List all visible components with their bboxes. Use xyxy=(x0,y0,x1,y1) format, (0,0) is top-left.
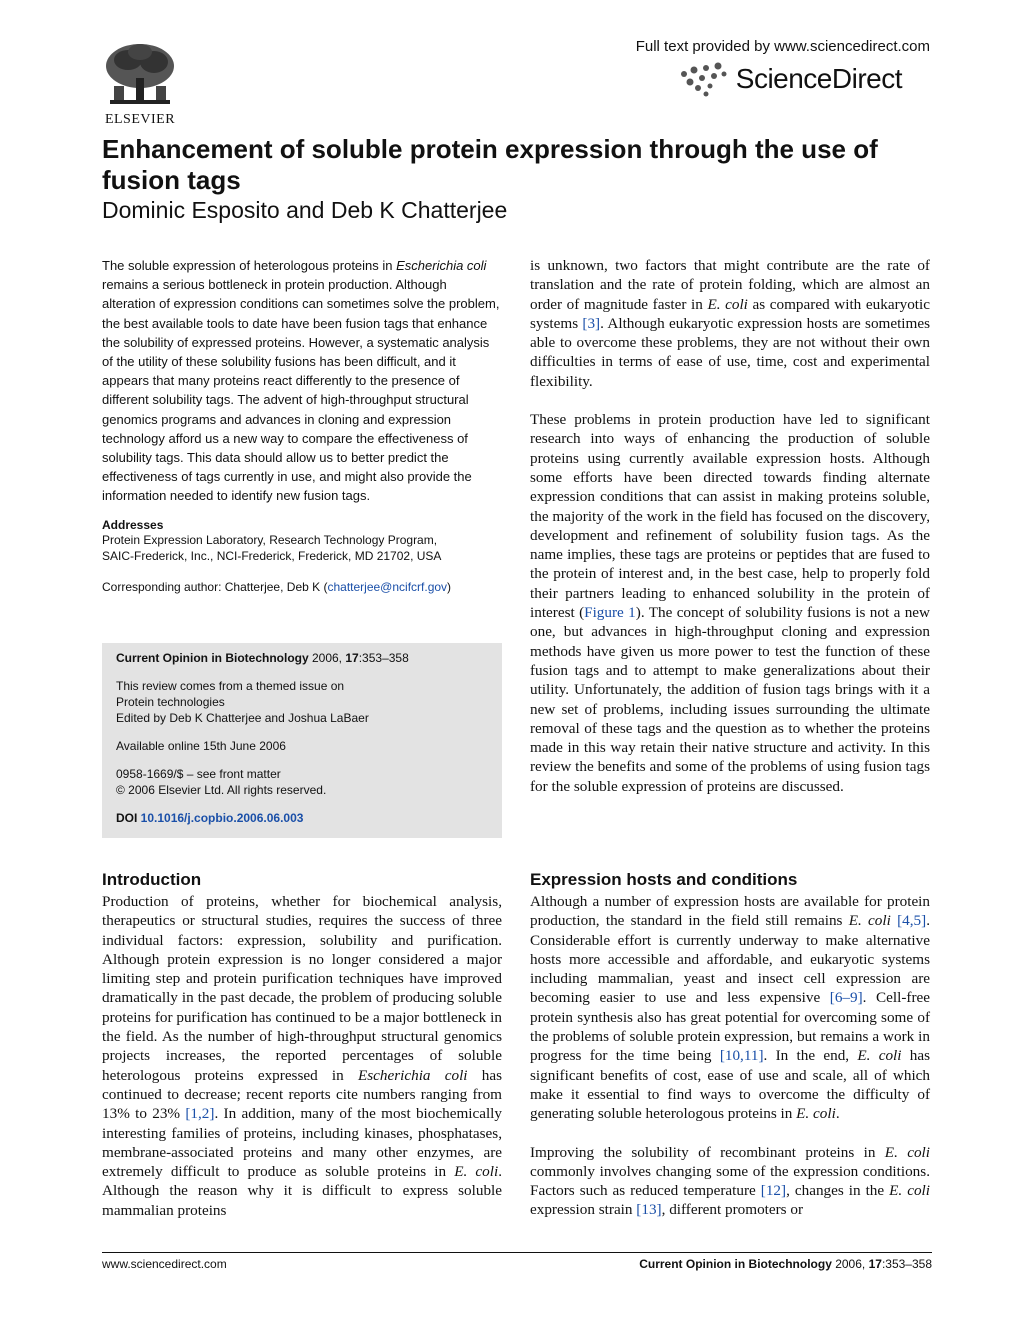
left-column xyxy=(102,256,502,594)
introduction-text: Production of proteins, whether for biochemical analysis, therapeutics or structural studies, requires the success of three individual factors: expression, solubility and purification. Although protein expression is no longer considered a major limiting step and protein purification techniques have improved dramatically in the past decade, the problem of producing soluble proteins for purification has continued to be a major bottleneck in the field. As the number of high-throughput structural genomics projects increases, the reported percentages of soluble heterologous proteins expressed in Escherichia coli has continued to decrease; recent reports cite numbers ranging from 13% to 23% [1,2]. In addition, many of the most biochemically interesting families of proteins, including kinases, phosphatases, membrane-associated proteins and many other enzymes, are extremely difficult to produce as soluble proteins in E. coli. Although the reason why it is difficult to express soluble mammalian proteins xyxy=(102,893,503,1219)
publisher-name: ELSEVIER xyxy=(104,112,176,127)
footer-url[interactable]: www.sciencedirect.com xyxy=(102,1257,227,1271)
themed-topic: Protein technologies xyxy=(116,695,225,709)
email-link[interactable]: chatterjee@ncifcrf.gov xyxy=(327,579,448,594)
introduction-heading: Introduction xyxy=(102,870,202,889)
introduction-section xyxy=(102,870,502,1220)
expression-heading: Expression hosts and conditions xyxy=(530,870,798,889)
expression-section xyxy=(530,870,930,1220)
paragraph: These problems in protein production have led to significant research into ways of enhancing the production of soluble proteins using currently available expression hosts. Although some efforts have been directed towards finding alternate expression conditions that can assist in making proteins soluble, the majority of the work in the field has focused on the discovery, development and refinement of solubility fusion tags. As the name implies, these tags are proteins or peptides that are fused to the protein of interest and, in the best case, help to properly fold their partners leading to enhanced solubility in the protein of interest (Figure 1). The concept of solubility fusions is not a new one, but advances in high-throughput cloning and expression methods have given us more power to test the function of these fusion tags and to attempt to make generalizations about their utility. Unfortunately, the addition of fusion tags brings with it a new set of problems, including issues surrounding the ultimate removal of these tags and the question as to whether the proteins made in this way retain their native structure and activity. In this review the benefits and some of the problems of using fusion tags for the soluble expression of proteins are discussed. xyxy=(530,411,930,795)
doi: DOI 10.1016/j.copbio.2006.06.003 xyxy=(116,811,304,825)
publisher-logo xyxy=(100,40,182,128)
sciencedirect-name: ScienceDirect xyxy=(735,63,902,94)
right-column xyxy=(530,256,930,815)
footer-citation: Current Opinion in Biotechnology 2006, 17:353–358 xyxy=(639,1257,932,1271)
reference-link[interactable]: [4,5] xyxy=(890,912,927,930)
reference-link[interactable]: [12] xyxy=(760,1182,787,1200)
figure-link[interactable]: Figure 1 xyxy=(584,604,636,622)
addresses-heading: Addresses xyxy=(102,517,164,532)
article-authors: Dominic Esposito and Deb K Chatterjee xyxy=(102,197,508,223)
copyright: © 2006 Elsevier Ltd. All rights reserved. xyxy=(116,783,327,797)
themed-issue: This review comes from a themed issue on xyxy=(116,679,345,693)
editors: Edited by Deb K Chatterjee and Joshua LaBaer xyxy=(116,711,369,725)
article-title: Enhancement of soluble protein expression through the use of fusion tags xyxy=(102,134,878,195)
reference-link[interactable]: [13] xyxy=(636,1201,662,1219)
reference-link[interactable]: [1,2] xyxy=(185,1105,215,1123)
address-line: SAIC-Frederick, Inc., NCI-Frederick, Frederick, MD 21702, USA xyxy=(102,548,442,563)
paragraph: is unknown, two factors that might contribute are the rate of translation and the rate of protein folding, which are almost an order of magnitude faster in E. coli as compared with eukaryotic systems [3]. Although eukaryotic expression hosts are sometimes able to overcome these problems, they are not without their own difficulties in terms of ease of use, time, cost and experimental flexibility. xyxy=(530,257,930,390)
dots-icon xyxy=(678,60,730,98)
fulltext-note[interactable]: Full text provided by www.sciencedirect.com xyxy=(635,38,930,55)
abstract: The soluble expression of heterologous proteins in Escherichia coli remains a serious bottleneck in protein production. Although alteration of expression conditions can sometimes solve the problem, the best available tools to date have been fusion tags that enhance the solubility of expressed proteins. However, a systematic analysis of the utility of these solubility fusions has been difficult, and it appears that many proteins react differently to the presence of different solubility tags. The advent of high-throughput structural genomics programs and advances in cloning and expression technology afford us a new way to compare the effectiveness of solubility tags. This data should allow us to better predict the effectiveness of tags currently in use, and might also provide the information needed to identify new fusion tags. xyxy=(102,258,500,504)
reference-link[interactable]: [6–9] xyxy=(829,989,863,1007)
paragraph: Improving the solubility of recombinant proteins in E. coli commonly involves changing some of the expression conditions. Factors such as reduced temperature [12], changes in the E. coli expression strain [13], different promoters or xyxy=(530,1143,930,1219)
doi-link[interactable]: 10.1016/j.copbio.2006.06.003 xyxy=(140,811,304,825)
paragraph: Although a number of expression hosts are available for protein production, the standard in the field still remains E. coli [4,5]. Considerable effort is currently underway to make alternative hosts more accessible and affordable, and eukaryotic systems including mammalian, yeast and insect cell expression are becoming easier to use and less expensive [6–9]. Cell-free protein synthesis also has great potential for overcoming some of the problems of soluble protein expression, but remains a work in progress for the time being [10,11]. In the end, E. coli has significant benefits of cost, ease of use and scale, all of which make it essential to find ways to overcome the difficulty of generating soluble heterologous proteins in E. coli. xyxy=(530,893,930,1123)
journal-citation: Current Opinion in Biotechnology 2006, 17:353–358 xyxy=(116,651,409,665)
reference-link[interactable]: [10,11] xyxy=(719,1047,764,1065)
tree-icon xyxy=(100,40,180,110)
reference-link[interactable]: [3] xyxy=(582,314,601,332)
address-line: Protein Expression Laboratory, Research Technology Program, xyxy=(102,532,438,547)
footer-divider xyxy=(102,1252,932,1253)
info-box xyxy=(102,643,502,838)
corresponding-author: Corresponding author: Chatterjee, Deb K (chatterjee@ncifcrf.gov) xyxy=(102,579,452,594)
available-online: Available online 15th June 2006 xyxy=(116,739,286,753)
issn: 0958-1669/$ – see front matter xyxy=(116,767,281,781)
sciencedirect-logo[interactable] xyxy=(678,60,902,98)
